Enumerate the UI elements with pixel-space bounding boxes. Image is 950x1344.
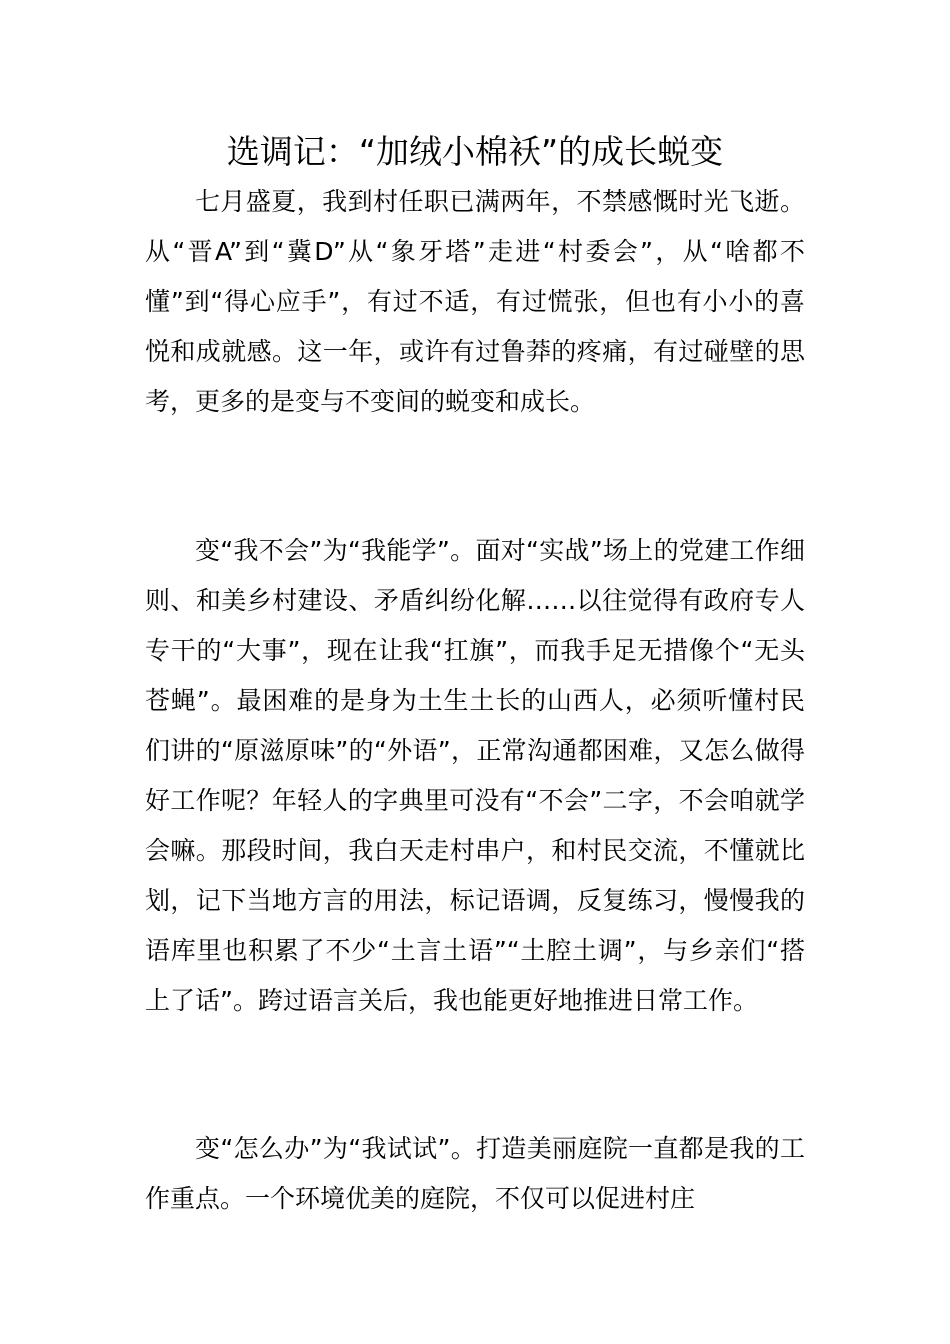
paragraph-2: 变“我不会”为“我能学”。面对“实战”场上的党建工作细则、和美乡村建设、矛盾纠纷化解……以往觉得有政府专人专干的“大事”，现在让我“扛旗”，而我手足无措像个“无头苍蝇”。最困难的是身为土生土长的山西人，必须听懂村民们讲的“原滋原味”的“外语”，正常沟通都困难，又怎么做得好工作呢？年轻人的字典里可没有“不会”二字，不会咱就学会嘛。那段时间，我白天走村串户，和村民交流，不懂就比划，记下当地方言的用法，标记语调，反复练习，慢慢我的语库里也积累了不少“土言土语”“土腔土调”，与乡亲们“搭上了话”。跨过语言关后，我也能更好地推进日常工作。: [145, 536, 805, 1015]
document-title: 选调记：“加绒小棉袄”的成长蜕变: [226, 132, 724, 171]
paragraph-3: 变“怎么办”为“我试试”。打造美丽庭院一直都是我的工作重点。一个环境优美的庭院，不仅可以促进村庄: [145, 1134, 805, 1213]
paragraph-1: 七月盛夏，我到村任职已满两年，不禁感慨时光飞逝。从“晋A”到“冀D”从“象牙塔”走进“村委会”，从“啥都不懂”到“得心应手”，有过不适，有过慌张，但也有小小的喜悦和成就感。这一年，或许有过鲁莽的疼痛，有过碰壁的思考，更多的是变与不变间的蜕变和成长。: [145, 187, 805, 416]
